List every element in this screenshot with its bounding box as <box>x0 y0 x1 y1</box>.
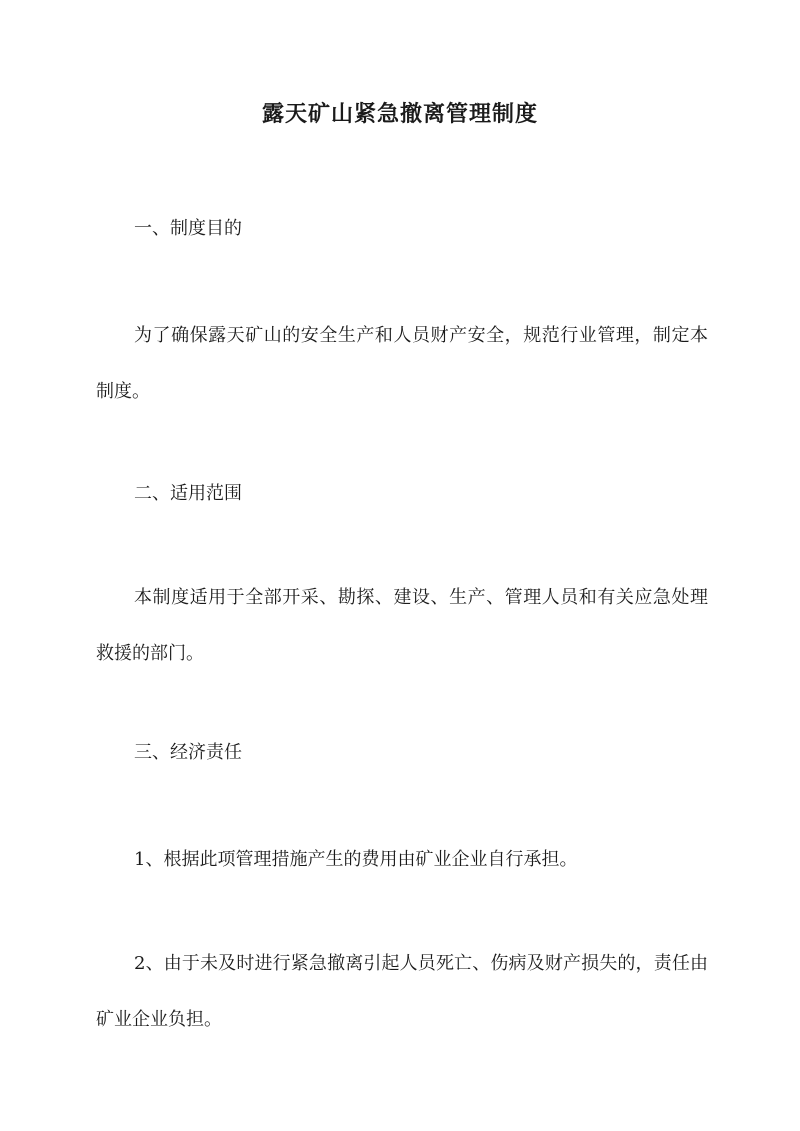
section-heading-scope: 二、适用范围 <box>134 483 242 504</box>
paragraph-scope: 本制度适用于全部开采、勘探、建设、生产、管理人员和有关应急处理救援的部门。 <box>96 587 708 664</box>
paragraph-responsibility-item-2: 2、由于未及时进行紧急撤离引起人员死亡、伤病及财产损失的，责任由矿业企业负担。 <box>96 953 708 1030</box>
section-heading-responsibility: 三、经济责任 <box>134 742 242 763</box>
section-heading-purpose: 一、制度目的 <box>134 218 242 239</box>
paragraph-responsibility-item-1: 1、根据此项管理措施产生的费用由矿业企业自行承担。 <box>134 849 578 870</box>
paragraph-purpose: 为了确保露天矿山的安全生产和人员财产安全，规范行业管理，制定本制度。 <box>96 325 708 402</box>
document-title: 露天矿山紧急撤离管理制度 <box>261 101 538 127</box>
